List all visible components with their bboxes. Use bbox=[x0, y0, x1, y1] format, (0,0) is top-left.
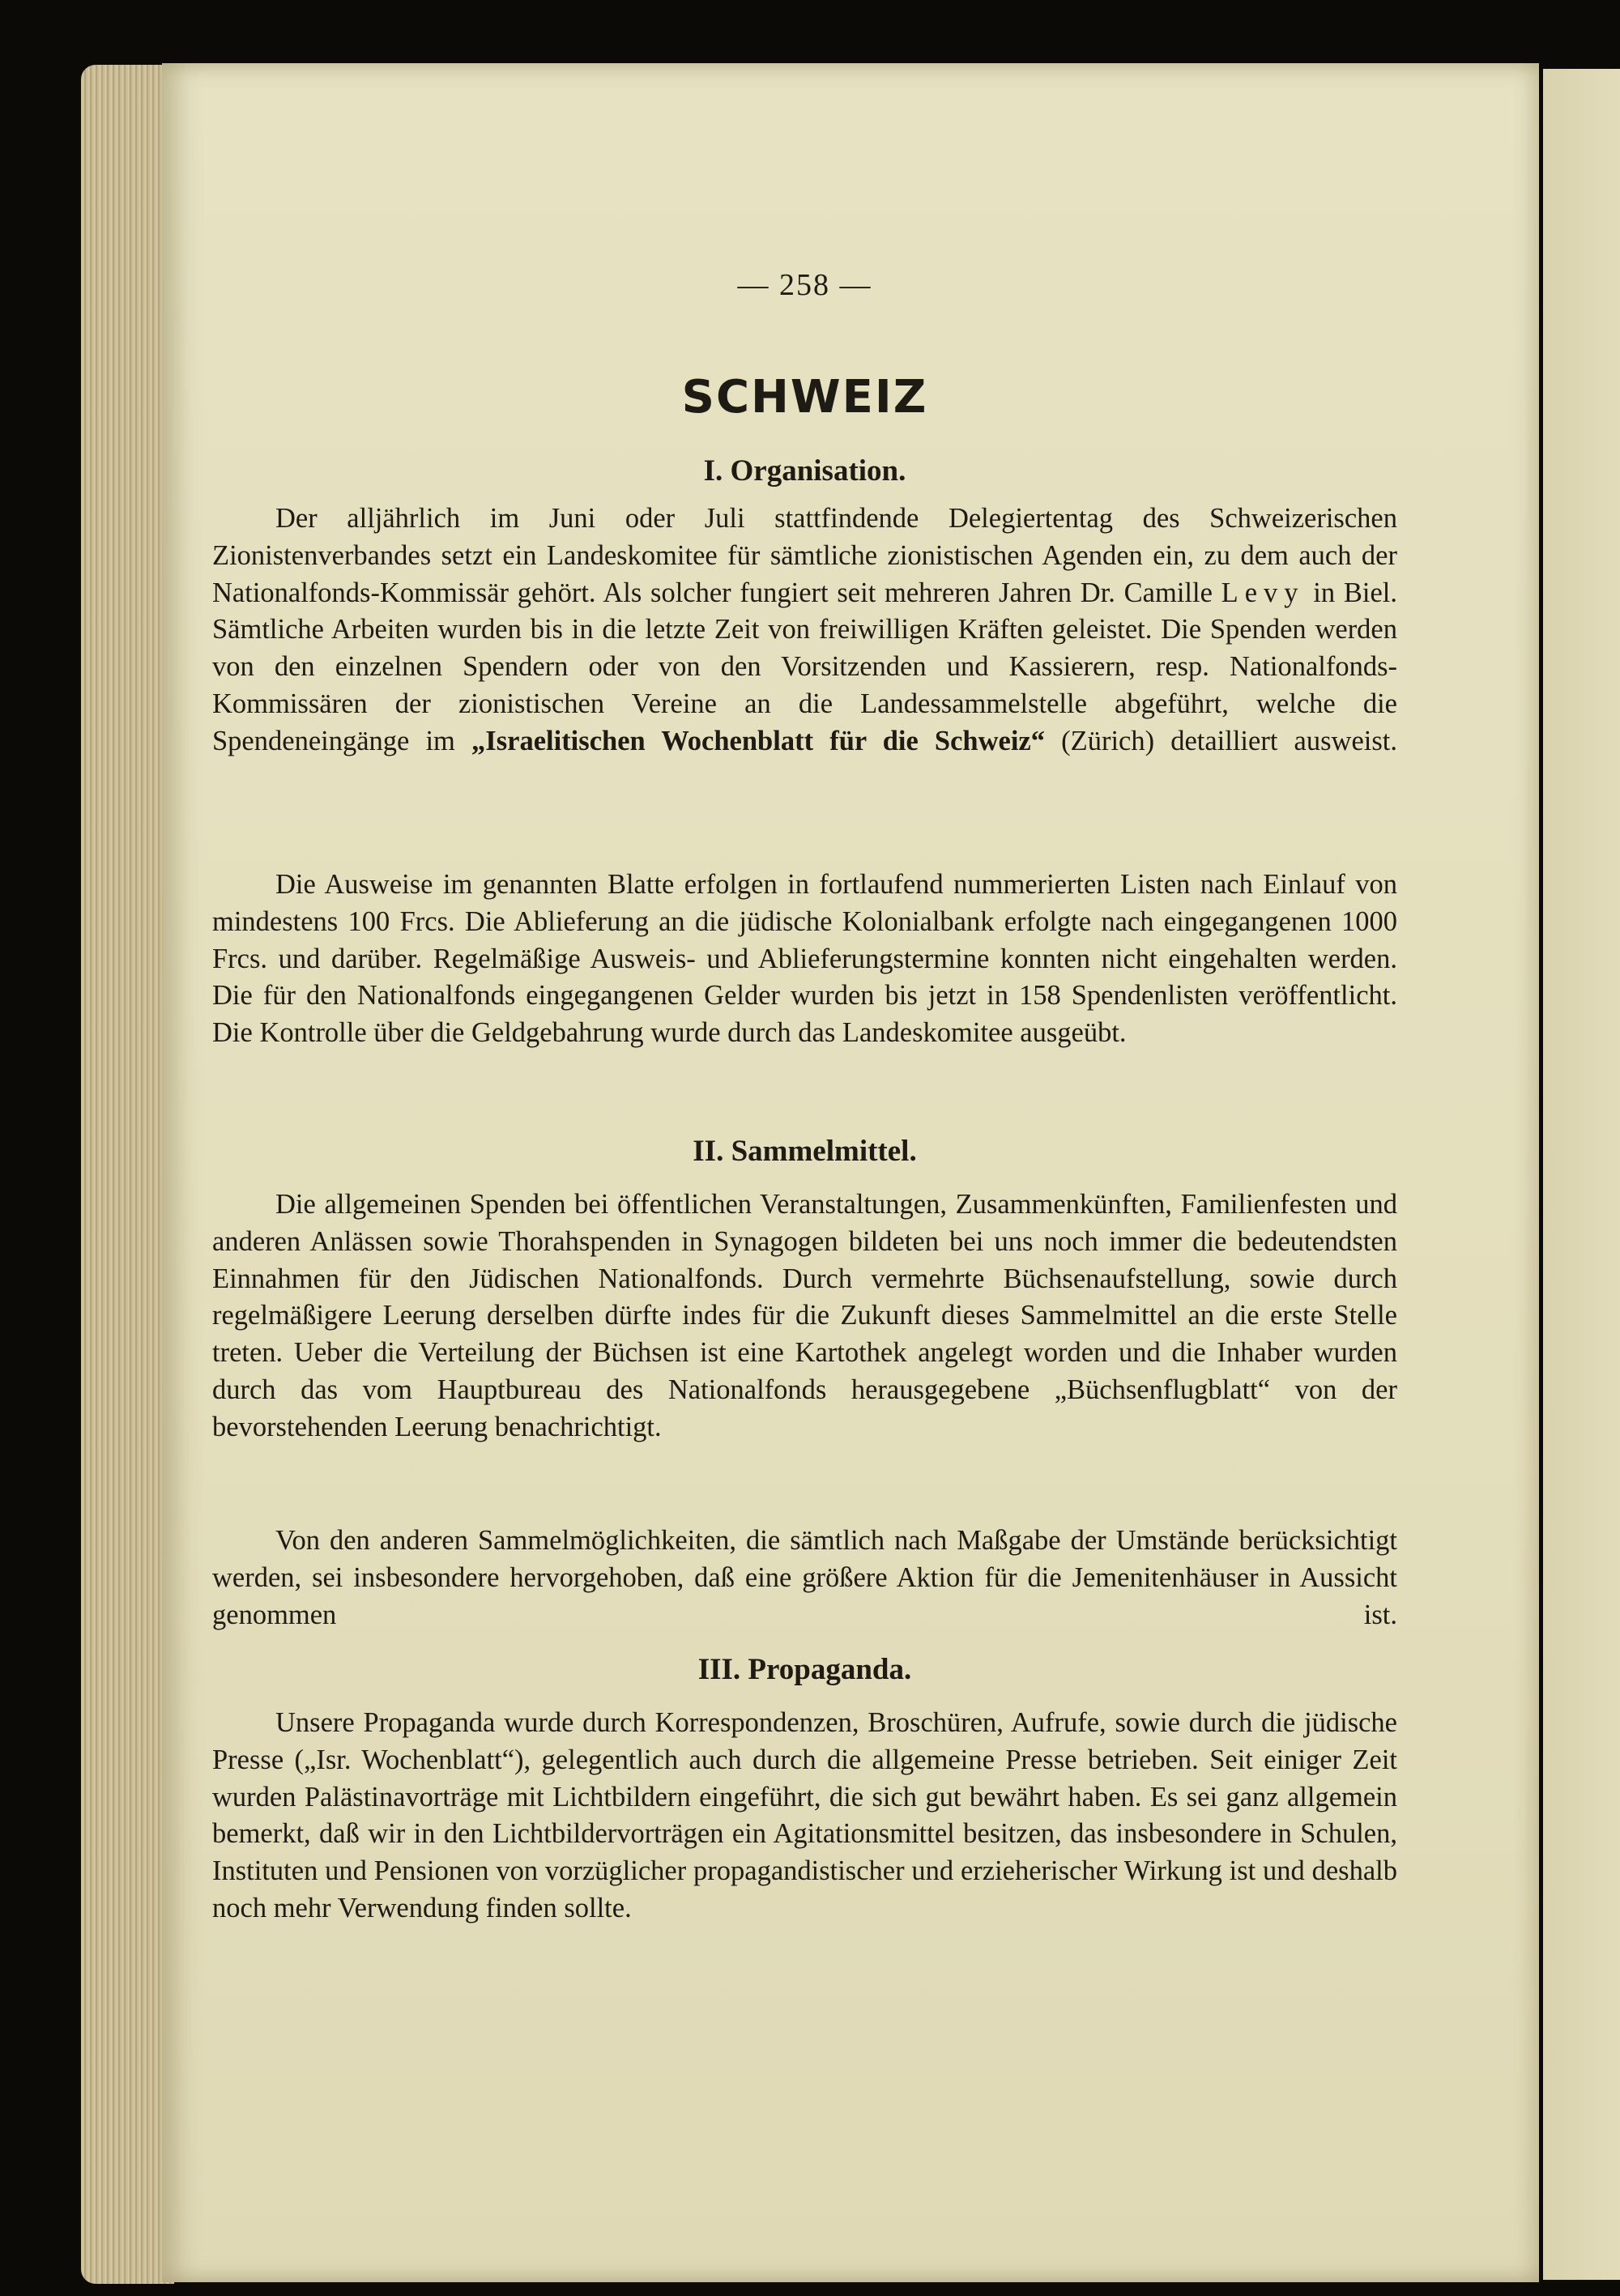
paragraph-sammelmittel-2 bbox=[212, 1523, 1397, 1636]
paragraph-sammelmittel-1 bbox=[212, 1186, 1397, 1520]
section-heading-propaganda: III. Propaganda. bbox=[697, 1653, 912, 1686]
facing-page-edge bbox=[1543, 69, 1620, 2280]
section-heading-organisation: I. Organisation. bbox=[703, 454, 906, 488]
paragraph-organisation-1 bbox=[212, 501, 1397, 858]
page-number: — 258 — bbox=[737, 268, 872, 302]
paragraph-organisation-2 bbox=[212, 867, 1397, 1126]
page-title: SCHWEIZ bbox=[681, 371, 928, 424]
paragraph-propaganda-1 bbox=[212, 1705, 1397, 1996]
section-heading-sammelmittel: II. Sammelmittel. bbox=[693, 1135, 917, 1168]
text-run: Von den anderen Sammelmöglichkeiten, die sämtlich nach Maßgabe der Umstände berücksichtigt werden, sei insbesondere hervorgehoben, daß eine größere Aktion für die Jemenitenhäuser in Aussicht genommen ist. bbox=[212, 1525, 1397, 1630]
text-run: Unsere Propaganda wurde durch Korrespondenzen, Broschüren, Aufrufe, sowie durch die jüdische Presse („Isr. Wochenblatt“), gelegentlich auch durch die allgemeine Presse betrieben. Seit einiger Zeit wurden Palästinavorträge mit Lichtbildern eingeführt, die sich gut bewährt haben. Es sei ganz allgemein bemerkt, daß wir in den Lichtbildervorträgen ein Agitationsmittel besitzen, das insbesondere in Schulen, Instituten und Pensionen von vorzüglicher propagandistischer und erzieherischer Wirkung ist und deshalb noch mehr Verwendung finden sollte. bbox=[212, 1707, 1397, 1923]
newspaper-title: „Israelitischen Wochenblatt für die Schweiz“ bbox=[471, 725, 1045, 756]
text-run: in Biel. Sämtliche Arbeiten wurden bis in die letzte Zeit von freiwilligen Kräften geleistet. Die Spenden werden von den einzelnen Spendern oder von den Vorsitzenden und Kassierern, resp. Nationalfonds-Kommissären der zionistischen Vereine an die Landessammelstelle abgeführt, welche die Spendeneingänge im bbox=[212, 577, 1397, 756]
text-run: Die allgemeinen Spenden bei öffentlichen Veranstaltungen, Zusammenkünften, Familienfesten und anderen Anlässen sowie Thorahspenden in Synagogen bildeten bei uns noch immer die bedeutendsten Einnahmen für den Jüdischen Nationalfonds. Durch vermehrte Büchsenaufstellung, sowie durch regelmäßigere Leerung derselben dürfte indes für die Zukunft dieses Sammelmittel an die erste Stelle treten. Ueber die Verteilung der Büchsen ist eine Kartothek angelegt worden und die Inhaber wurden durch das vom Hauptbureau des Nationalfonds herausgegebene „Büchsenflugblatt“ von der bevorstehenden Leerung benachrichtigt. bbox=[212, 1189, 1397, 1442]
book-page-stack bbox=[81, 65, 174, 2284]
text-run: Der alljährlich im Juni oder Juli stattfindende Delegiertentag des Schweizerischen Zionistenverbandes setzt ein Landeskomitee für sämtliche zionistischen Agenden ein, zu dem auch der Nationalfonds-Kommissär gehört. Als solcher fungiert seit mehreren Jahren Dr. Camille bbox=[212, 503, 1397, 608]
text-run: (Zürich) detailliert ausweist. bbox=[1061, 725, 1397, 756]
person-name: Levy bbox=[1221, 577, 1305, 608]
text-run: Die Ausweise im genannten Blatte erfolgen in fortlaufend nummerierten Listen nach Einlauf von mindestens 100 Frcs. Die Ablieferung an die jüdische Kolonialbank erfolgte nach eingegangenen 1000 Frcs. und darüber. Regelmäßige Ausweis- und Ablieferungstermine konnten nicht eingehalten werden. Die für den Nationalfonds eingegangenen Gelder wurden bis jetzt in 158 Spendenlisten veröffentlicht. Die Kontrolle über die Geldgebahrung wurde durch das Landeskomitee ausgeübt. bbox=[212, 869, 1397, 1049]
